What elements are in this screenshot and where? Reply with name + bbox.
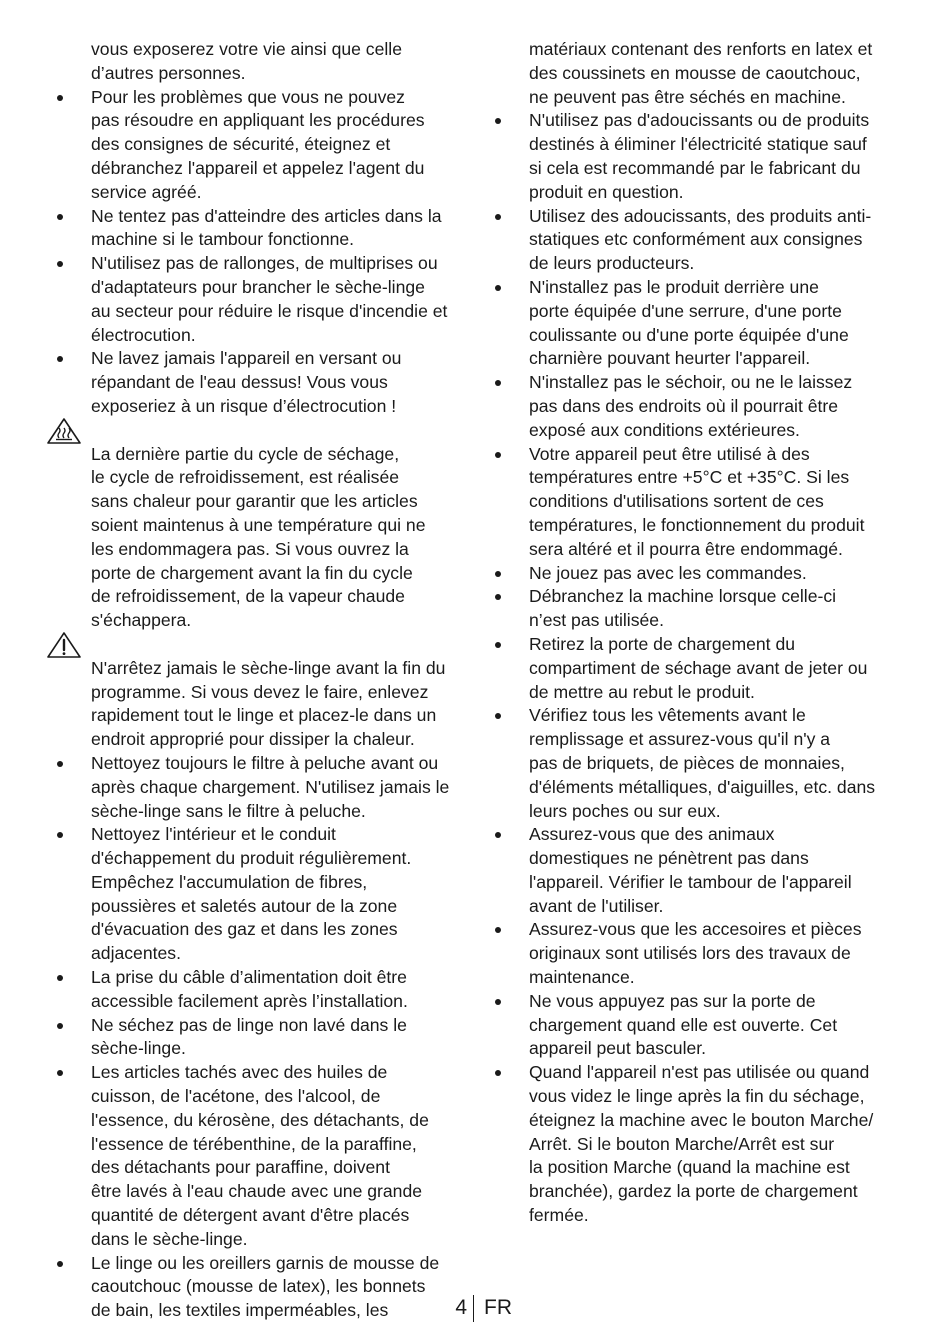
list-item: Les articles tachés avec des huiles de cuisson, de l'acétone, des l'alcool, de l'essence, du kérosène, des détachants, de l'essence de térébenthine, de la paraffine, des détachants pour paraffine, doivent être lavés à l'eau chaude avec une grande quantité de détergent avant d'être placés dans le sèche-linge. xyxy=(52,1061,470,1251)
bullet-marker xyxy=(52,252,91,276)
left-continuation-text: vous exposerez votre vie ainsi que celle d’autres personnes. xyxy=(91,39,402,83)
list-item: Utilisez des adoucissants, des produits anti- statiques etc conformément aux consignes de leurs producteurs. xyxy=(490,205,908,276)
list-item: Ne tentez pas d'atteindre des articles dans la machine si le tambour fonctionne. xyxy=(52,205,470,253)
list-item: La prise du câble d’alimentation doit être accessible facilement après l’installation. xyxy=(52,966,470,1014)
list-item: Vérifiez tous les vêtements avant le remplissage et assurez-vous qu'il n'y a pas de briquets, de pièces de monnaies, d'éléments métalliques, d'aiguilles, etc. dans leurs poches ou sur eux. xyxy=(490,704,908,823)
bullet-marker xyxy=(490,633,529,657)
list-item: N'utilisez pas d'adoucissants ou de produits destinés à éliminer l'électricité statique sauf si cela est recommandé par le fabricant du produit en question. xyxy=(490,109,908,204)
bullet-marker xyxy=(52,1014,91,1038)
bullet-marker xyxy=(52,1061,91,1085)
right-continuation-text: matériaux contenant des renforts en latex et des coussinets en mousse de caoutchouc, ne peuvent pas être séchés en machine. xyxy=(529,39,873,107)
bullet-marker xyxy=(490,276,529,300)
hot-surface-notice: La dernière partie du cycle de séchage, le cycle de refroidissement, est réalisée sans chaleur pour garantir que les articles soient maintenus à une température qui ne les endommagera pas. Si vous ouvrez la porte de chargement avant la fin du cycle de refroidissement, de la vapeur chaude s'échappera. xyxy=(52,419,470,633)
bullet-marker xyxy=(52,347,91,371)
bullet-marker xyxy=(52,823,91,847)
language-code: FR xyxy=(484,1296,512,1319)
page-number: 4 xyxy=(455,1296,467,1319)
bullet-marker xyxy=(52,752,91,776)
bullet-marker xyxy=(490,205,529,229)
list-item: Nettoyez toujours le filtre à peluche avant ou après chaque chargement. N'utilisez jamais le sèche-linge sans le filtre à peluche. xyxy=(52,752,470,823)
bullet-marker xyxy=(490,990,529,1014)
list-item: Votre appareil peut être utilisé à des températures entre +5°C et +35°C. Si les conditions d'utilisations sortent de ces températures, le fonctionnement du produit sera altéré et il pourra être endommagé. xyxy=(490,443,908,562)
list-item: N'utilisez pas de rallonges, de multiprises ou d'adaptateurs pour brancher le sèche-linge au secteur pour réduire le risque d'incendie et électrocution. xyxy=(52,252,470,347)
bullet-marker xyxy=(52,966,91,990)
bullet-marker xyxy=(490,443,529,467)
bullet-marker xyxy=(490,823,529,847)
left-column xyxy=(52,38,470,1323)
list-item: Ne jouez pas avec les commandes. xyxy=(490,562,908,586)
hot-surface-icon xyxy=(46,417,82,445)
list-item: Assurez-vous que des animaux domestiques ne pénètrent pas dans l'appareil. Vérifier le tambour de l'appareil avant de l'utiliser. xyxy=(490,823,908,918)
bullet-marker xyxy=(490,371,529,395)
list-item: N'installez pas le séchoir, ou ne le laissez pas dans des endroits où il pourrait être exposé aux conditions extérieures. xyxy=(490,371,908,442)
footer-divider xyxy=(473,1295,474,1322)
warning-triangle-icon xyxy=(46,631,82,659)
bullet-marker xyxy=(52,205,91,229)
bullet-marker xyxy=(52,86,91,110)
warning-notice: N'arrêtez jamais le sèche-linge avant la fin du programme. Si vous devez le faire, enlevez rapidement tout le linge et placez-le dans un endroit approprié pour dissiper la chaleur. xyxy=(52,633,470,752)
list-item: N'installez pas le produit derrière une porte équipée d'une serrure, d'une porte coulissante ou d'une porte équipée d'une charnière pouvant heurter l'appareil. xyxy=(490,276,908,371)
list-item: Ne vous appuyez pas sur la porte de chargement quand elle est ouverte. Cet appareil peut basculer. xyxy=(490,990,908,1061)
list-item: Nettoyez l'intérieur et le conduit d'échappement du produit régulièrement. Empêchez l'accumulation de fibres, poussières et saletés autour de la zone d'évacuation des gaz et dans les zones adjacentes. xyxy=(52,823,470,966)
bullet-marker xyxy=(490,704,529,728)
list-item: Le linge ou les oreillers garnis de mousse de caoutchouc (mousse de latex), les bonnets de bain, les textiles imperméables, les xyxy=(52,1252,470,1323)
list-item: Ne lavez jamais l'appareil en versant ou répandant de l'eau dessus! Vous vous exposeriez à un risque d’électrocution ! xyxy=(52,347,470,418)
bullet-marker xyxy=(490,918,529,942)
bullet-marker xyxy=(490,1061,529,1085)
list-item: Débranchez la machine lorsque celle-ci n’est pas utilisée. xyxy=(490,585,908,633)
list-item: Assurez-vous que les accesoires et pièces originaux sont utilisés lors des travaux de maintenance. xyxy=(490,918,908,989)
list-item: Ne séchez pas de linge non lavé dans le sèche-linge. xyxy=(52,1014,470,1062)
right-column xyxy=(490,38,908,1228)
list-item: Pour les problèmes que vous ne pouvez pas résoudre en appliquant les procédures des consignes de sécurité, éteignez et débranchez l'appareil et appelez l'agent du service agréé. xyxy=(52,86,470,205)
list-item: Quand l'appareil n'est pas utilisée ou quand vous videz le linge après la fin du séchage, éteignez la machine avec le bouton Marche/ Arrêt. Si le bouton Marche/Arrêt est sur la position Marche (quand la machine est branchée), gardez la porte de chargement fermée. xyxy=(490,1061,908,1228)
bullet-marker xyxy=(490,562,529,586)
bullet-marker xyxy=(490,585,529,609)
bullet-marker xyxy=(490,109,529,133)
list-item: Retirez la porte de chargement du compartiment de séchage avant de jeter ou de mettre au rebut le produit. xyxy=(490,633,908,704)
bullet-marker xyxy=(52,1252,91,1276)
